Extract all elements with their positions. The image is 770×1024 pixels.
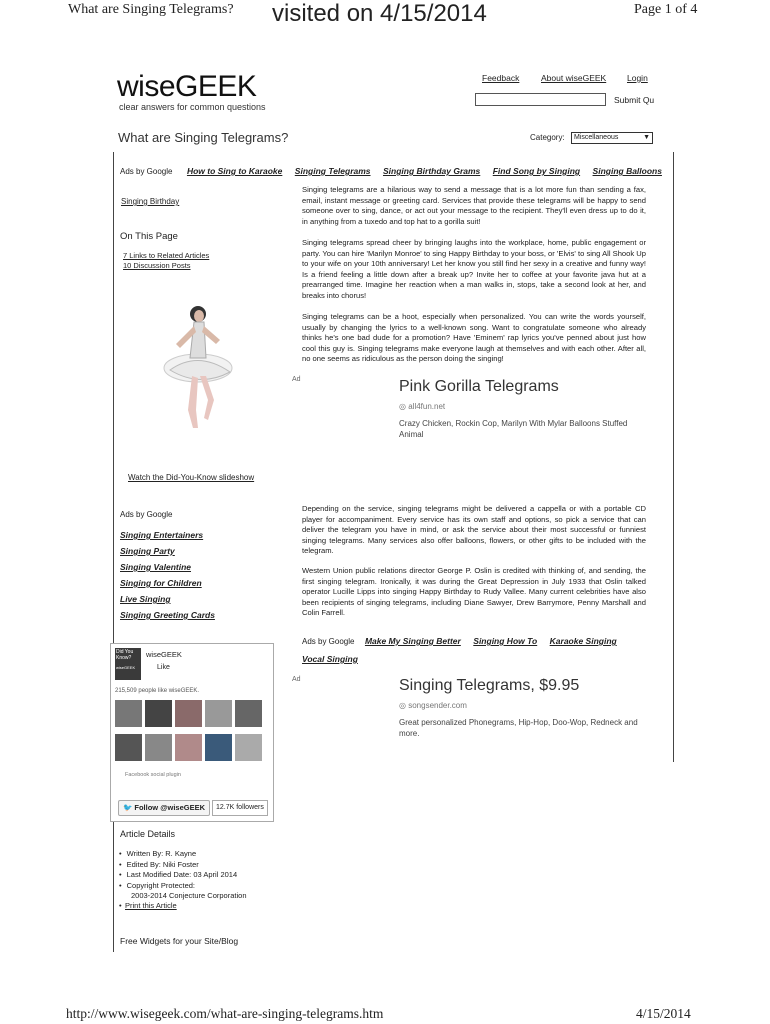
top-ad-link[interactable]: How to Sing to Karaoke (186, 166, 283, 176)
fb-avatar[interactable] (235, 734, 262, 761)
paragraph-4: Depending on the service, singing telegrams might be delivered a cappella or with a portable CD player for accompaniment. Every service has its own staff and options, so pick a service that can deliver the telegram you have in mind, or ask the service about their most successful or funniest singing telegrams. Many services also offer balloons, flowers, or other gifts to be included with the telegram. (302, 504, 646, 556)
side-ad-link[interactable]: Singing Valentine (120, 562, 191, 572)
globe-icon: ◎ (399, 701, 406, 710)
paragraph-1: Singing telegrams are a hilarious way to send a message that is a lot more fun than sending a fax, email, instant message or greeting card. Services that provide these telegrams will be happy to send someone over to sing, dance, or act out your message to the recipient. They'll even dress up to do it, in anything from a tuxedo and top hat to a gorilla suit! (302, 185, 646, 226)
category-label: Category: (530, 133, 565, 142)
twitter-bird-icon: 🐦 (122, 803, 133, 812)
top-ad-link[interactable]: Singing Birthday Grams (382, 166, 481, 176)
copyright-text: 2003-2014 Conjecture Corporation (131, 891, 247, 900)
detail-item: • Written By: R. Kayne (119, 849, 237, 860)
detail-item: • Last Modified Date: 03 April 2014 (119, 870, 237, 881)
mid-ad-link[interactable]: Make My Singing Better (364, 636, 461, 646)
article-details-list (119, 849, 237, 891)
fb-avatar[interactable] (145, 700, 172, 727)
footer-date: 4/15/2014 (636, 1006, 691, 1021)
nav-login[interactable]: Login (627, 73, 648, 83)
singing-birthday-link[interactable]: Singing Birthday (121, 197, 180, 206)
fb-avatar[interactable] (205, 734, 232, 761)
page-title: What are Singing Telegrams? (118, 130, 289, 145)
category-value: Miscellaneous (574, 134, 619, 141)
ad-description: Great personalized Phonegrams, Hip-Hop, Doo-Wop, Redneck and more. (399, 718, 638, 738)
site-logo[interactable]: wiseGEEK (117, 70, 257, 103)
fb-avatar[interactable] (115, 700, 142, 727)
top-ad-link[interactable]: Singing Telegrams (294, 166, 371, 176)
detail-item: • Edited By: Niki Foster (119, 860, 237, 871)
nav-feedback[interactable]: Feedback (482, 73, 520, 83)
twitter-followers-count: 12.7K followers (212, 800, 268, 816)
slideshow-link[interactable]: Watch the Did-You-Know slideshow (128, 473, 255, 482)
ad-tag: Ad (292, 676, 301, 683)
ad-url[interactable]: ◎ all4fun.net (399, 402, 446, 411)
fb-avatar[interactable] (205, 700, 232, 727)
twitter-follow-button[interactable]: 🐦 Follow @wiseGEEK (118, 800, 210, 816)
on-this-page-heading: On This Page (120, 231, 178, 242)
side-ad-link[interactable]: Singing Entertainers (120, 530, 204, 540)
left-ads-label: Ads by Google (120, 510, 173, 519)
ballerina-image (160, 300, 240, 440)
article-details-heading: Article Details (120, 829, 176, 839)
top-ad-link[interactable]: Find Song by Singing (492, 166, 581, 176)
page-number: Page 1 of 4 (634, 2, 698, 17)
ad-title-pink-gorilla[interactable]: Pink Gorilla Telegrams (399, 378, 559, 395)
fb-plugin-label: Facebook social plugin (125, 772, 181, 778)
top-google-ads (120, 161, 670, 179)
ads-by-google-label: Ads by Google (302, 637, 355, 646)
fb-page-name[interactable]: wiseGEEK (146, 650, 182, 659)
print-title: What are Singing Telegrams? (68, 2, 234, 17)
mid-ad-link[interactable]: Karaoke Singing (549, 636, 617, 646)
side-ad-link[interactable]: Live Singing (120, 594, 171, 604)
discussion-posts-link[interactable]: 10 Discussion Posts (123, 261, 191, 270)
fb-faces (115, 700, 271, 776)
paragraph-3: Singing telegrams can be a hoot, especially when personalized. You can write the words yourself, usually by changing the lyrics to a well-known song. Want to congratulate someone who already thinks he's one bad dude for a promotion? Have 'Eminem' rap lyrics you've penned about just how cool this guy is. Singing telegrams make everyone laugh at themselves and with each other. After all, no one seems as ridiculous as the person doing the singing! (302, 312, 646, 364)
mid-ad-link[interactable]: Vocal Singing (302, 654, 358, 664)
paragraph-5: Western Union public relations director George P. Oslin is credited with thinking of, and sending, the first singing telegram. Ironically, it was during the Great Depression in July 1933 that Oslin talked operator Lucille Lipps into singing Happy Birthday to Rudy Vallee. Many current celebrities have also been recipients of singing telegrams, including Diane Sawyer, Drew Barrymore, Penny Marshall and Colin Farrell. (302, 566, 646, 618)
top-ad-link[interactable]: Singing Balloons (592, 166, 662, 176)
fb-avatar[interactable] (115, 734, 142, 761)
mid-google-ads (302, 632, 632, 667)
fb-avatar[interactable] (175, 734, 202, 761)
fb-avatar[interactable] (175, 700, 202, 727)
nav-about[interactable]: About wiseGEEK (541, 73, 607, 83)
print-article-link[interactable]: Print this Article (125, 901, 177, 910)
ad-tag: Ad (292, 376, 301, 383)
visited-date: visited on 4/15/2014 (272, 0, 487, 27)
ads-by-google-label: Ads by Google (120, 167, 173, 176)
fb-avatar[interactable] (235, 700, 262, 727)
ad-title-singing-telegrams[interactable]: Singing Telegrams, $9.95 (399, 677, 580, 694)
right-border-line (673, 152, 674, 762)
fb-like-count: 215,509 people like wiseGEEK. (115, 688, 200, 694)
question-input[interactable] (475, 93, 606, 106)
paragraph-2: Singing telegrams spread cheer by bringing laughs into the workplace, home, public engagement or party. You can hire 'Marilyn Monroe' to sing Happy Birthday to your boss, or 'Elvis' to sing All Shook Up to your wife on your 10th anniversary! Let her know you still find her sexy in a creative and funny way! Is a friend feeling a little down after a break up? Invite her to coffee at your favorite java hut at a prearranged time. Imagine her reaction when a man walks in, stops, take a second look at her, and breaks into chorus! (302, 238, 646, 300)
side-ad-link[interactable]: Singing for Children (120, 578, 202, 588)
related-articles-link[interactable]: 7 Links to Related Articles (123, 251, 210, 260)
ad-url[interactable]: ◎ songsender.com (399, 701, 467, 710)
side-ad-link[interactable]: Singing Party (120, 546, 175, 556)
dropdown-arrow-icon: ▼ (643, 134, 650, 141)
free-widgets-heading: Free Widgets for your Site/Blog (120, 936, 239, 946)
facebook-like-box (110, 643, 274, 822)
did-you-know-badge[interactable]: Did You Know? wiseGEEK (115, 648, 141, 680)
detail-item: • Copyright Protected: (119, 881, 237, 892)
mid-ad-link[interactable]: Singing How To (473, 636, 538, 646)
left-border-line (113, 152, 114, 952)
globe-icon: ◎ (399, 402, 406, 411)
side-ad-link[interactable]: Singing Greeting Cards (120, 610, 215, 620)
ad-description: Crazy Chicken, Rockin Cop, Marilyn With Mylar Balloons Stuffed Animal (399, 419, 628, 439)
footer-url: http://www.wisegeek.com/what-are-singing-telegrams.htm (66, 1006, 384, 1021)
print-bullet: • (119, 901, 122, 910)
site-tagline: clear answers for common questions (119, 102, 266, 112)
submit-question-button[interactable]: Submit Qu (614, 95, 655, 105)
fb-like-button[interactable]: Like (157, 664, 170, 671)
left-google-ads (120, 530, 215, 626)
category-select[interactable] (571, 132, 653, 144)
fb-avatar[interactable] (145, 734, 172, 761)
